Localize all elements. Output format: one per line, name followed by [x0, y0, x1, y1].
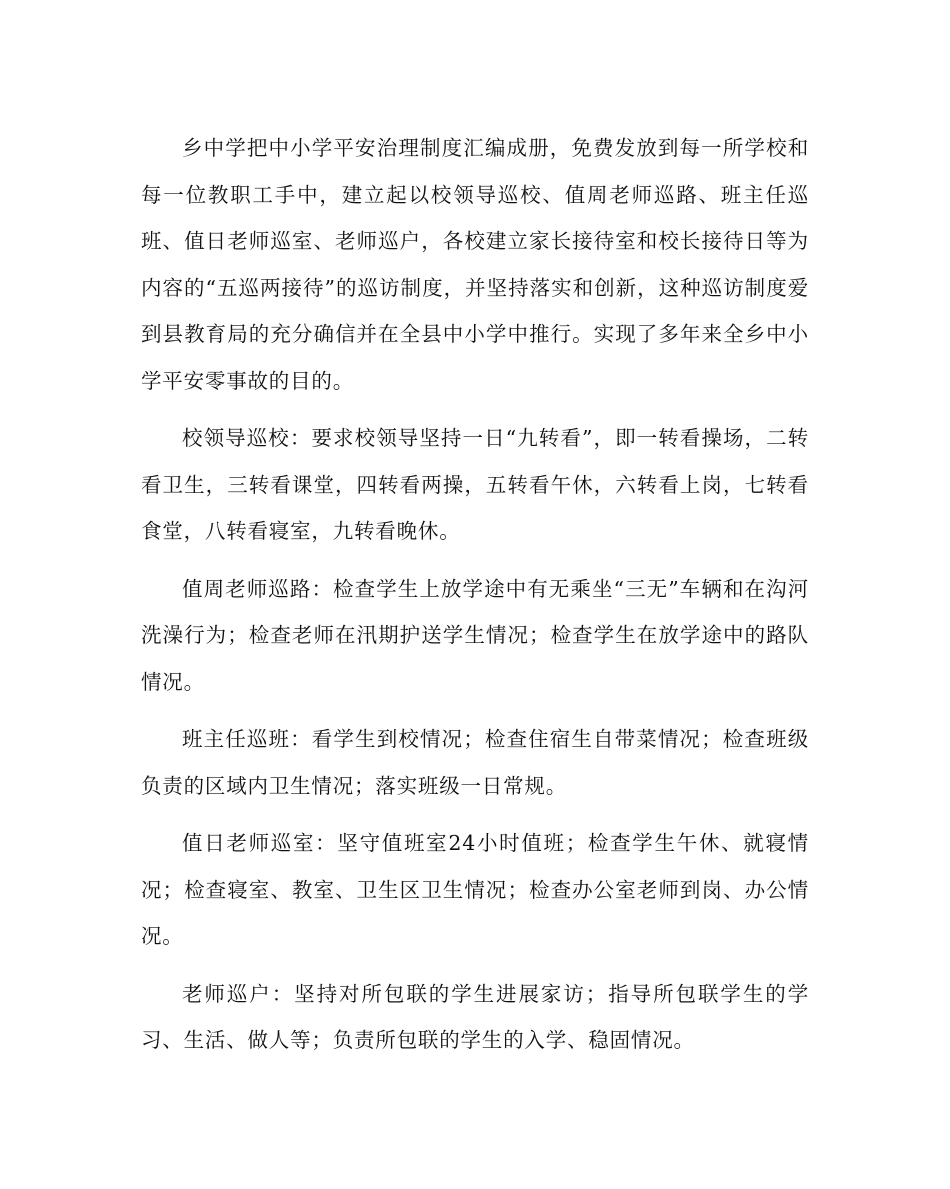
paragraph-duty-teacher-room-patrol: 值日老师巡室：坚守值班室24小时值班；检查学生午休、就寝情况；检查寝室、教室、卫生区卫生情况；检查办公室老师到岗、办公情况。 — [141, 831, 809, 948]
paragraph-class-teacher-patrol: 班主任巡班：看学生到校情况；检查住宿生自带菜情况；检查班级负责的区域内卫生情况；落实班级一日常规。 — [141, 727, 809, 798]
paragraph-intro: 乡中学把中小学平安治理制度汇编成册，免费发放到每一所学校和每一位教职工手中，建立起以校领导巡校、值周老师巡路、班主任巡班、值日老师巡室、老师巡户，各校建立家长接待室和校长接待日等为内容的“五巡两接待”的巡访制度，并坚持落实和创新，这种巡访制度爱到县教育局的充分确信并在全县中小学中推行。实现了多年来全乡中小学平安零事故的目的。 — [141, 136, 809, 393]
paragraph-teacher-home-visit: 老师巡户：坚持对所包联的学生进展家访；指导所包联学生的学习、生活、做人等；负责所包联的学生的入学、稳固情况。 — [141, 981, 809, 1052]
document-body — [141, 125, 809, 1064]
paragraph-school-leader-patrol: 校领导巡校：要求校领导坚持一日“九转看”，即一转看操场，二转看卫生，三转看课堂，四转看两操，五转看午休，六转看上岗，七转看食堂，八转看寝室，九转看晚休。 — [141, 426, 809, 543]
paragraph-duty-teacher-road-patrol: 值周老师巡路：检查学生上放学途中有无乘坐“三无”车辆和在沟河洗澡行为；检查老师在汛期护送学生情况；检查学生在放学途中的路队情况。 — [141, 576, 809, 694]
